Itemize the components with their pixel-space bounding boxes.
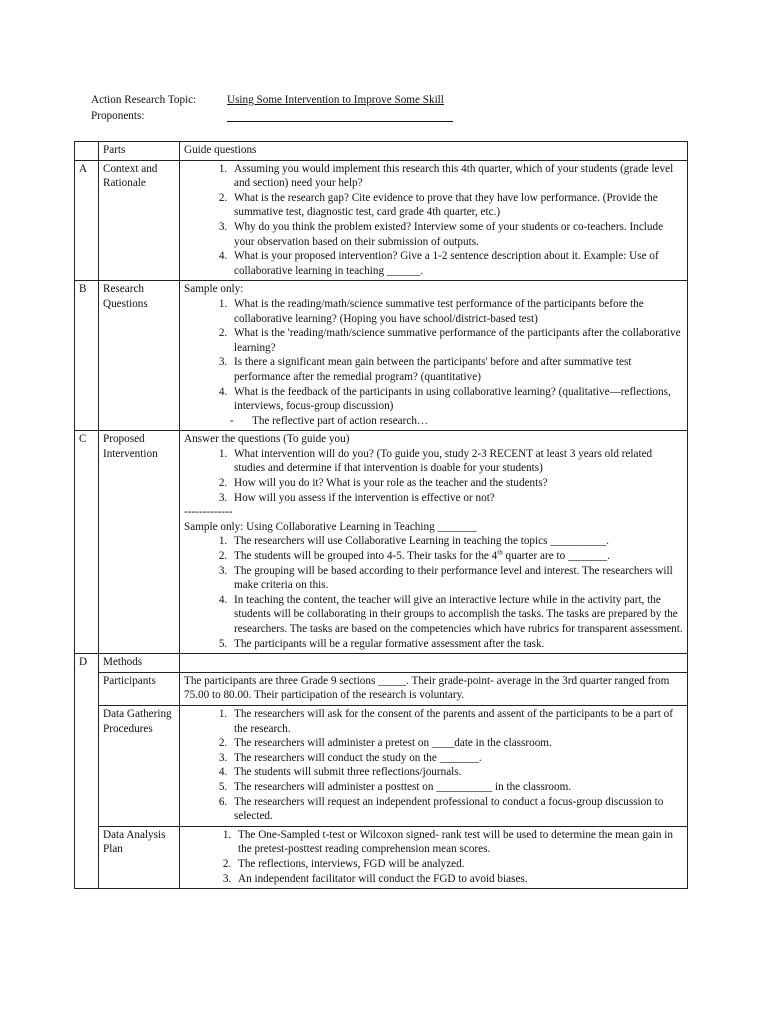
section-letter: B [75,281,99,431]
list-item: 2. How will you do it? What is your role as the teacher and the students? [230,476,683,491]
sample-list [184,534,683,651]
list-item: 3. How will you assess if the intervention is effective or not? [230,491,683,506]
list-item: 3. Is there a significant mean gain between the participants' before and after summative test performance after the remedial program? (quantitative) [230,355,683,384]
table-header-row [75,142,688,161]
action-research-table [74,141,688,889]
section-intro: Sample only: [184,283,244,296]
document-header [91,93,691,125]
data-gathering-row [75,705,688,826]
sample-intro: Sample only: Using Collaborative Learning in Teaching _______ [184,520,477,533]
list-item: 4. What is your proposed intervention? Give a 1-2 sentence description about it. Example: Use of collaborative learning in teaching ______. [230,249,683,278]
section-part: Methods [99,654,180,673]
list-item: 4. In teaching the content, the teacher will give an interactive lecture while in the activity part, the students will be collaborating in their groups to accomplish the tasks. The tasks are prepared by the researchers. The tasks are based on the competencies which have rubrics for transparent assessment. [230,593,683,637]
analysis-list [184,828,683,886]
list-item: 1. What intervention will do you? (To guide you, study 2-3 RECENT at least 3 years old related studies and determine if that intervention is doable for your students) [230,447,683,476]
list-item: 3. The researchers will conduct the study on the _______. [230,751,683,766]
section-part: Research Questions [99,281,180,431]
item-text: The students will be grouped into 4-5. Their tasks for the 4 [234,550,498,563]
list-item: 5. The researchers will administer a posttest on __________ in the classroom. [230,780,683,795]
section-guide [180,160,688,281]
list-item: 1. The researchers will use Collaborative Learning in teaching the topics __________. [230,534,683,549]
separator-line: ------------- [184,506,233,519]
list-item: 2. What is the research gap? Cite evidence to prove that they have low performance. (Provide the summative test, diagnostic test, card grade 4th quarter, etc.) [230,191,683,220]
data-analysis-row [75,826,688,888]
guide-list [184,162,683,279]
topic-label: Action Research Topic: [91,94,197,106]
section-guide [180,281,688,431]
section-intro: Answer the questions (To guide you) [184,433,350,446]
section-d-row [75,654,688,673]
proponents-label: Proponents: [91,110,145,122]
data-gathering-guide [180,705,688,826]
topic-row [91,93,691,109]
data-analysis-label: Data Analysis Plan [99,826,180,888]
section-letter: C [75,431,99,654]
section-a-row [75,160,688,281]
list-item: 2. What is the 'reading/math/science summative performance of the participants after the collaborative learning? [230,326,683,355]
section-part: Context and Rationale [99,160,180,281]
section-guide [180,654,688,673]
section-letter: A [75,160,99,281]
data-analysis-guide [180,826,688,888]
list-item: 2. The reflections, interviews, FGD will be analyzed. [234,857,683,872]
guide-list [184,447,683,505]
participants-text: The participants are three Grade 9 sections _____. Their grade-point- average in the 3rd quarter ranged from 75.00 to 80.00. Their participation of the research is voluntary. [180,672,688,705]
list-item: 6. The researchers will request an independent professional to conduct a focus-group discussion to selected. [230,795,683,824]
item-text: quarter are to _______. [502,550,610,563]
topic-value: Using Some Intervention to Improve Some Skill [227,94,444,106]
proponents-row [91,109,691,125]
gathering-list [184,707,683,824]
list-item: 3. The grouping will be based according to their performance level and interest. The researchers will make criteria on this. [230,564,683,593]
section-part: Proposed Intervention [99,431,180,654]
section-b-row [75,281,688,431]
proponents-blank-line [227,109,453,122]
list-item: 1. The researchers will ask for the consent of the parents and assent of the participants to be a part of the research. [230,707,683,736]
list-item: 2. The researchers will administer a pretest on ____date in the classroom. [230,736,683,751]
list-item: 1. The One-Sampled t-test or Wilcoxon signed- rank test will be used to determine the mean gain in the pretest-posttest reading comprehension mean scores. [234,828,683,857]
header-guide-questions: Guide questions [180,142,688,161]
section-guide [180,431,688,654]
list-item: 1. Assuming you would implement this research this 4th quarter, which of your students (grade level and section) need your help? [230,162,683,191]
list-item: 4. What is the feedback of the participants in using collaborative learning? (qualitative—reflections, interviews, focus-group discussion) [230,385,683,414]
section-letter: D [75,654,99,889]
guide-list [184,297,683,414]
list-item: 3. Why do you think the problem existed? Interview some of your students or co-teachers. Include your observation based on their submission of outputs. [230,220,683,249]
participants-label: Participants [99,672,180,705]
dash-mark: - [230,414,234,427]
header-parts: Parts [99,142,180,161]
header-letter-cell [75,142,99,161]
data-gathering-label: Data Gathering Procedures [99,705,180,826]
list-item: 1. What is the reading/math/science summative test performance of the participants before the collaborative learning? (Hoping you have school/district-based test) [230,297,683,326]
section-c-row [75,431,688,654]
list-item [230,549,683,564]
participants-row [75,672,688,705]
dash-item [184,414,683,429]
list-item: 3. An independent facilitator will conduct the FGD to avoid biases. [234,872,683,887]
ordinal-suffix: th [497,548,503,557]
list-item: 4. The students will submit three reflections/journals. [230,765,683,780]
list-item: 5. The participants will be a regular formative assessment after the task. [230,637,683,652]
dash-text: The reflective part of action research… [252,414,429,427]
